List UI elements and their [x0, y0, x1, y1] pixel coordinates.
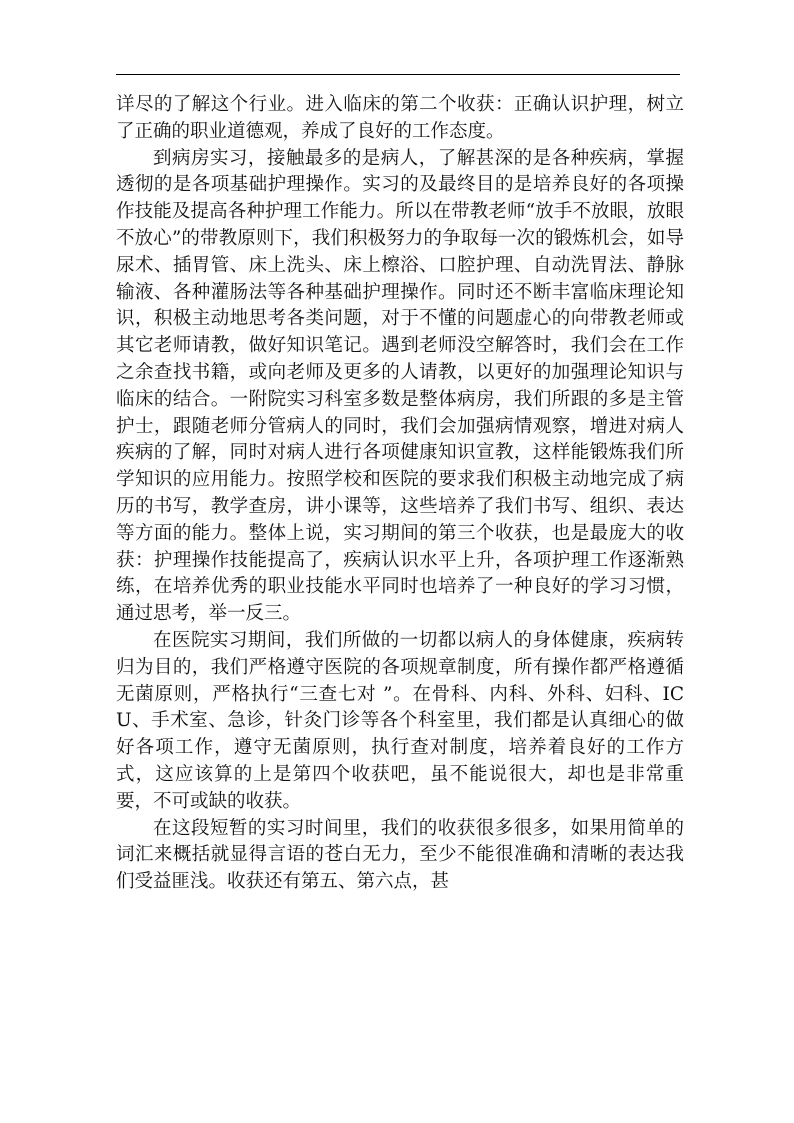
body-text — [116, 92, 684, 896]
paragraph-continuation: 详尽的了解这个行业。进入临床的第二个收获：正确认识护理，树立了正确的职业道德观，养成了良好的工作态度。 — [116, 94, 684, 142]
paragraph-ward-practice: 到病房实习，接触最多的是病人，了解甚深的是各种疾病，掌握透彻的是各项基础护理操作。实习的及最终目的是培养良好的各项操作技能及提高各种护理工作能力。所以在带教老师“放手不放眼，放眼不放心”的带教原则下，我们积极努力的争取每一次的锻炼机会，如导尿术、插胃管、床上洗头、床上檫浴、口腔护理、自动洗胃法、静脉输液、各种灌肠法等各种基础护理操作。同时还不断丰富临床理论知识，积极主动地思考各类问题，对于不懂的问题虚心的向带教老师或其它老师请教，做好知识笔记。遇到老师没空解答时，我们会在工作之余查找书籍，或向老师及更多的人请教，以更好的加强理论知识与临床的结合。一附院实习科室多数是整体病房，我们所跟的多是主管护士，跟随老师分管病人的同时，我们会加强病情观察，增进对病人疾病的了解，同时对病人进行各项健康知识宣教，这样能锻炼我们所学知识的应用能力。按照学校和医院的要求我们积极主动地完成了病历的书写，教学查房，讲小课等，这些培养了我们书写、组织、表达等方面的能力。整体上说，实习期间的第三个收获，也是最庞大的收获：护理操作技能提高了，疾病认识水平上升，各项护理工作逐渐熟练，在培养优秀的职业技能水平同时也培养了一种良好的学习习惯，通过思考，举一反三。 — [116, 147, 684, 625]
paragraph-hospital-rules: 在医院实习期间，我们所做的一切都以病人的身体健康，疾病转归为目的，我们严格遵守医院的各项规章制度，所有操作都严格遵循无菌原则，严格执行“三查七对 ”。在骨科、内科、外科、妇科、ICU、手术室、急诊，针灸门诊等各个科室里，我们都是认真细心的做好各项工作，遵守无菌原则，执行查对制度，培养着良好的工作方式，这应该算的上是第四个收获吧，虽不能说很大，却也是非常重要，不可或缺的收获。 — [116, 629, 684, 812]
header-rule — [116, 74, 680, 75]
paragraph-summary: 在这段短暂的实习时间里，我们的收获很多很多，如果用简单的词汇来概括就显得言语的苍白无力，至少不能很准确和清晰的表达我们受益匪浅。收获还有第五、第六点，甚 — [116, 817, 684, 893]
